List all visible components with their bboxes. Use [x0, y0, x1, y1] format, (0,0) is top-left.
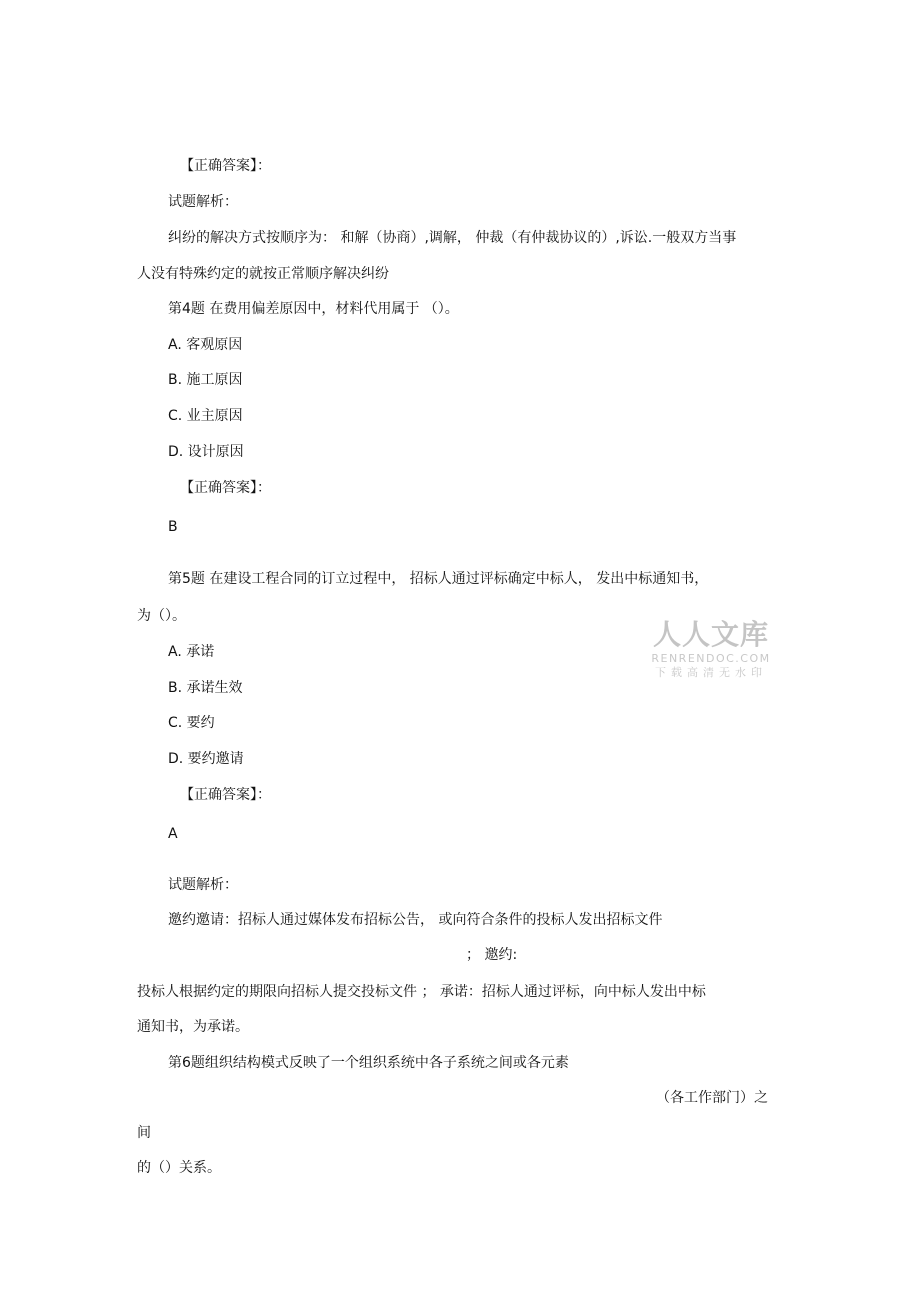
q5-option-c: C. 要约 [168, 715, 215, 731]
question-4: 第4题 在费用偏差原因中，材料代用属于 （）。 [168, 301, 459, 317]
q4-option-c: C. 业主原因 [168, 408, 243, 424]
analysis-text-q5-line1: 邀约邀请：招标人通过媒体发布招标公告， 或向符合条件的投标人发出招标文件 [168, 912, 663, 928]
analysis-text-q5-line4: 通知书，为承诺。 [137, 1019, 249, 1035]
analysis-heading-q3: 试题解析： [168, 194, 238, 210]
analysis-text-q3-line1: 纠纷的解决方式按顺序为： 和解（协商）,调解， 仲裁（有仲裁协议的）,诉讼.一般双方当事 [168, 230, 737, 246]
watermark-subtitle: 下载高清无水印 [655, 666, 767, 679]
answer-q5: A [168, 826, 178, 842]
watermark-title: 人人文库 [652, 618, 769, 651]
answer-heading-q4: 【正确答案】： [180, 480, 271, 496]
question-6-line1: 第6题组织结构模式反映了一个组织系统中各子系统之间或各元素 [168, 1055, 569, 1071]
question-6-line3: 间 [137, 1125, 151, 1141]
question-5-line2: 为（）。 [137, 608, 186, 624]
answer-heading-q3: 【正确答案】： [180, 158, 271, 174]
q4-option-a: A. 客观原因 [168, 337, 243, 353]
q5-option-d: D. 要约邀请 [168, 751, 244, 767]
q4-option-d: D. 设计原因 [168, 444, 244, 460]
watermark-url: RENRENDOC.COM [651, 652, 771, 665]
answer-q4: B [168, 519, 178, 535]
analysis-text-q5-line2: ； 邀约: [466, 947, 518, 963]
analysis-text-q3-line2: 人没有特殊约定的就按正常顺序解决纠纷 [137, 266, 389, 282]
q4-option-b: B. 施工原因 [168, 372, 243, 388]
q5-option-a: A. 承诺 [168, 644, 215, 660]
question-6-line4: 的（）关系。 [137, 1160, 221, 1176]
answer-heading-q5: 【正确答案】： [180, 787, 271, 803]
watermark [646, 618, 776, 680]
analysis-heading-q5: 试题解析： [168, 877, 238, 893]
question-5-line1: 第5题 在建设工程合同的订立过程中， 招标人通过评标确定中标人， 发出中标通知书， [168, 571, 709, 587]
analysis-text-q5-line3: 投标人根据约定的期限向招标人提交投标文件 ； 承诺：招标人通过评标，向中标人发出中标 [137, 984, 706, 1000]
question-6-line2: （各工作部门）之 [656, 1090, 768, 1106]
q5-option-b: B. 承诺生效 [168, 680, 243, 696]
